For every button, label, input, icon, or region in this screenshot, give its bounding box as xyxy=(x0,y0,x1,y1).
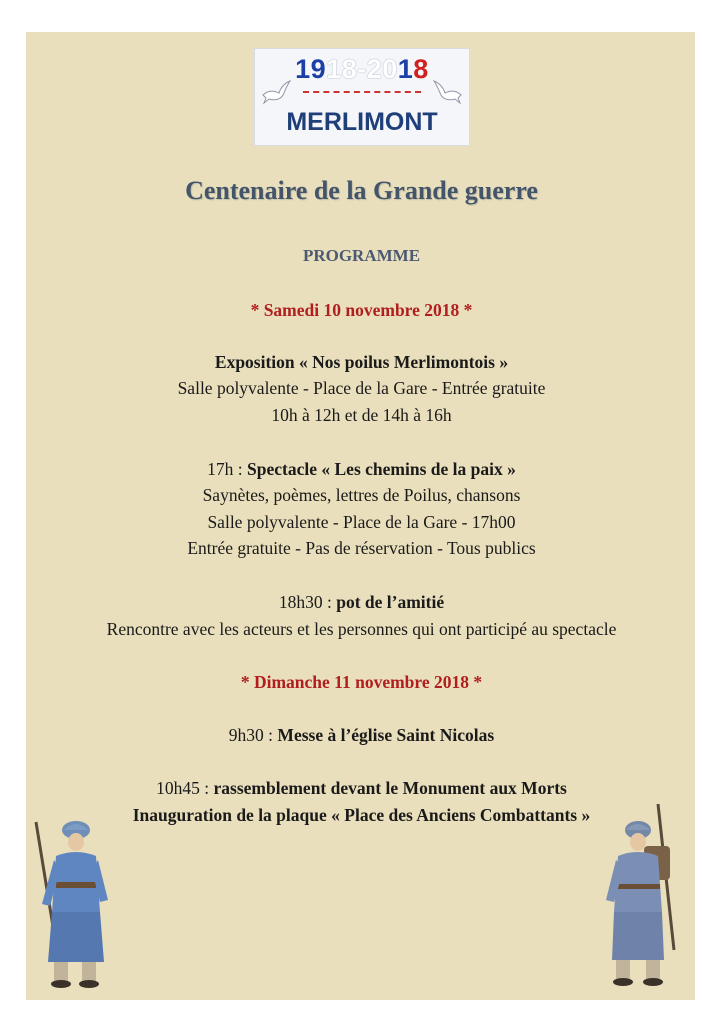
plaque-inauguration: Inauguration de la plaque « Place des Anciens Combattants » xyxy=(132,805,591,825)
mass-line xyxy=(0,725,723,746)
saturday-heading: * Samedi 10 novembre 2018 * xyxy=(250,300,473,320)
show-place: Salle polyvalente - Place de la Gare - 17h00 xyxy=(207,512,516,532)
logo-town-name: MERLIMONT xyxy=(286,108,438,136)
expo-title: Exposition « Nos poilus Merlimontois » xyxy=(214,352,509,372)
logo-divider xyxy=(303,91,421,93)
show-description: Saynètes, poèmes, lettres de Poilus, chansons xyxy=(202,485,521,505)
page-title: Centenaire de la Grande guerre xyxy=(185,176,538,205)
poilu-soldier-illustration xyxy=(28,812,114,990)
monument-title: rassemblement devant le Monument aux Morts xyxy=(213,778,567,798)
monument-time: 10h45 : xyxy=(156,778,214,798)
expo-hours: 10h à 12h et de 14h à 16h xyxy=(271,405,452,425)
show-line xyxy=(0,459,723,480)
show-time: 17h : xyxy=(207,459,248,479)
monument-line xyxy=(0,778,723,799)
logo-years: 1918-2018 xyxy=(295,54,429,84)
show-info: Entrée gratuite - Pas de réservation - Tous publics xyxy=(187,538,536,558)
poilu-soldier-illustration xyxy=(600,800,692,990)
mass-time: 9h30 : xyxy=(228,725,278,745)
merlimont-logo xyxy=(254,48,470,146)
show-title: Spectacle « Les chemins de la paix » xyxy=(247,459,516,479)
pot-title: pot de l’amitié xyxy=(336,592,445,612)
mass-title: Messe à l’église Saint Nicolas xyxy=(277,725,495,745)
pot-line xyxy=(0,592,723,613)
programme-heading: PROGRAMME xyxy=(302,246,421,265)
sunday-heading: * Dimanche 11 novembre 2018 * xyxy=(240,672,483,692)
expo-place: Salle polyvalente - Place de la Gare - Entrée gratuite xyxy=(177,378,546,398)
pot-time: 18h30 : xyxy=(278,592,337,612)
pot-description: Rencontre avec les acteurs et les personnes qui ont participé au spectacle xyxy=(106,619,617,639)
